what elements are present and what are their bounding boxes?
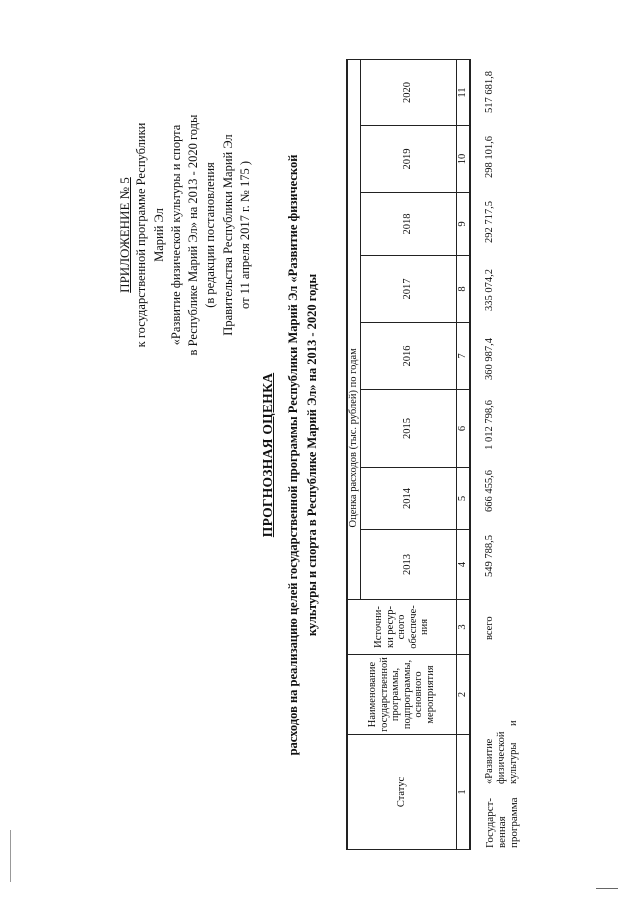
header-year: 2017: [360, 256, 456, 323]
header-year: 2016: [360, 323, 456, 390]
column-number: 11: [456, 60, 470, 126]
appendix-line: Правительства Республики Марий Эл: [220, 134, 235, 336]
row-name: «Развитие физической культуры: [484, 731, 519, 784]
appendix-line: в Республике Марий Эл» на 2013 - 2020 годы: [186, 114, 201, 356]
row-value: 335 074,2: [484, 269, 495, 311]
column-number: 7: [456, 323, 470, 390]
row-value: 549 788,5: [484, 535, 495, 577]
column-number: 8: [456, 256, 470, 323]
row-value: 1 012 798,6: [484, 400, 495, 450]
row-status: Государст-венная программа: [484, 797, 520, 848]
header-estimate: Оценка расходов (тыс. рублей) по годам: [347, 60, 360, 530]
appendix-block: [116, 110, 254, 360]
column-number: 2: [456, 655, 470, 735]
column-number: 9: [456, 193, 470, 256]
header-year: 2014: [360, 468, 456, 530]
appendix-line: к государственной программе Республики Марий Эл: [134, 122, 166, 348]
column-number: 5: [456, 468, 470, 530]
subtitle-line: расходов на реализацию целей государственной программы Республики Марий Эл «Развитие физической: [286, 154, 300, 756]
appendix-line: от 11 апреля 2017 г. № 175 ): [238, 161, 253, 309]
appendix-line: «Развитие физической культуры и спорта: [168, 124, 183, 346]
subtitle-line: культуры и спорта в Республике Марий Эл» на 2013 - 2020 годы: [305, 273, 319, 637]
column-number: 1: [456, 735, 470, 850]
row-value: 298 101,6: [484, 136, 495, 178]
header-year: 2019: [360, 126, 456, 193]
document-title: ПРОГНОЗНАЯ ОЦЕНКА: [260, 372, 275, 538]
row-name-tail: и: [508, 720, 519, 726]
column-number: 10: [456, 126, 470, 193]
appendix-line: (в редакции постановления: [203, 162, 218, 308]
row-value: 360 987,4: [484, 338, 495, 380]
column-number: 6: [456, 390, 470, 468]
header-year: 2018: [360, 193, 456, 256]
header-year: 2013: [360, 530, 456, 600]
row-value: 517 681,8: [484, 71, 495, 113]
column-number: 4: [456, 530, 470, 600]
expense-table: [346, 59, 471, 850]
appendix-heading: ПРИЛОЖЕНИЕ № 5: [117, 177, 132, 293]
header-year: 2015: [360, 390, 456, 468]
document-subtitle: [284, 60, 322, 850]
header-name: Наименование государственной программы, подпрограммы, основного мероприятия: [347, 655, 456, 735]
row-source: всего: [484, 616, 495, 640]
header-status: Статус: [347, 735, 456, 850]
column-number: 3: [456, 600, 470, 655]
header-year: 2020: [360, 60, 456, 126]
header-source: Источни-ки ресур-сного обеспече-ния: [347, 600, 456, 655]
row-value: 666 455,6: [484, 470, 495, 512]
row-value: 292 717,5: [484, 201, 495, 243]
